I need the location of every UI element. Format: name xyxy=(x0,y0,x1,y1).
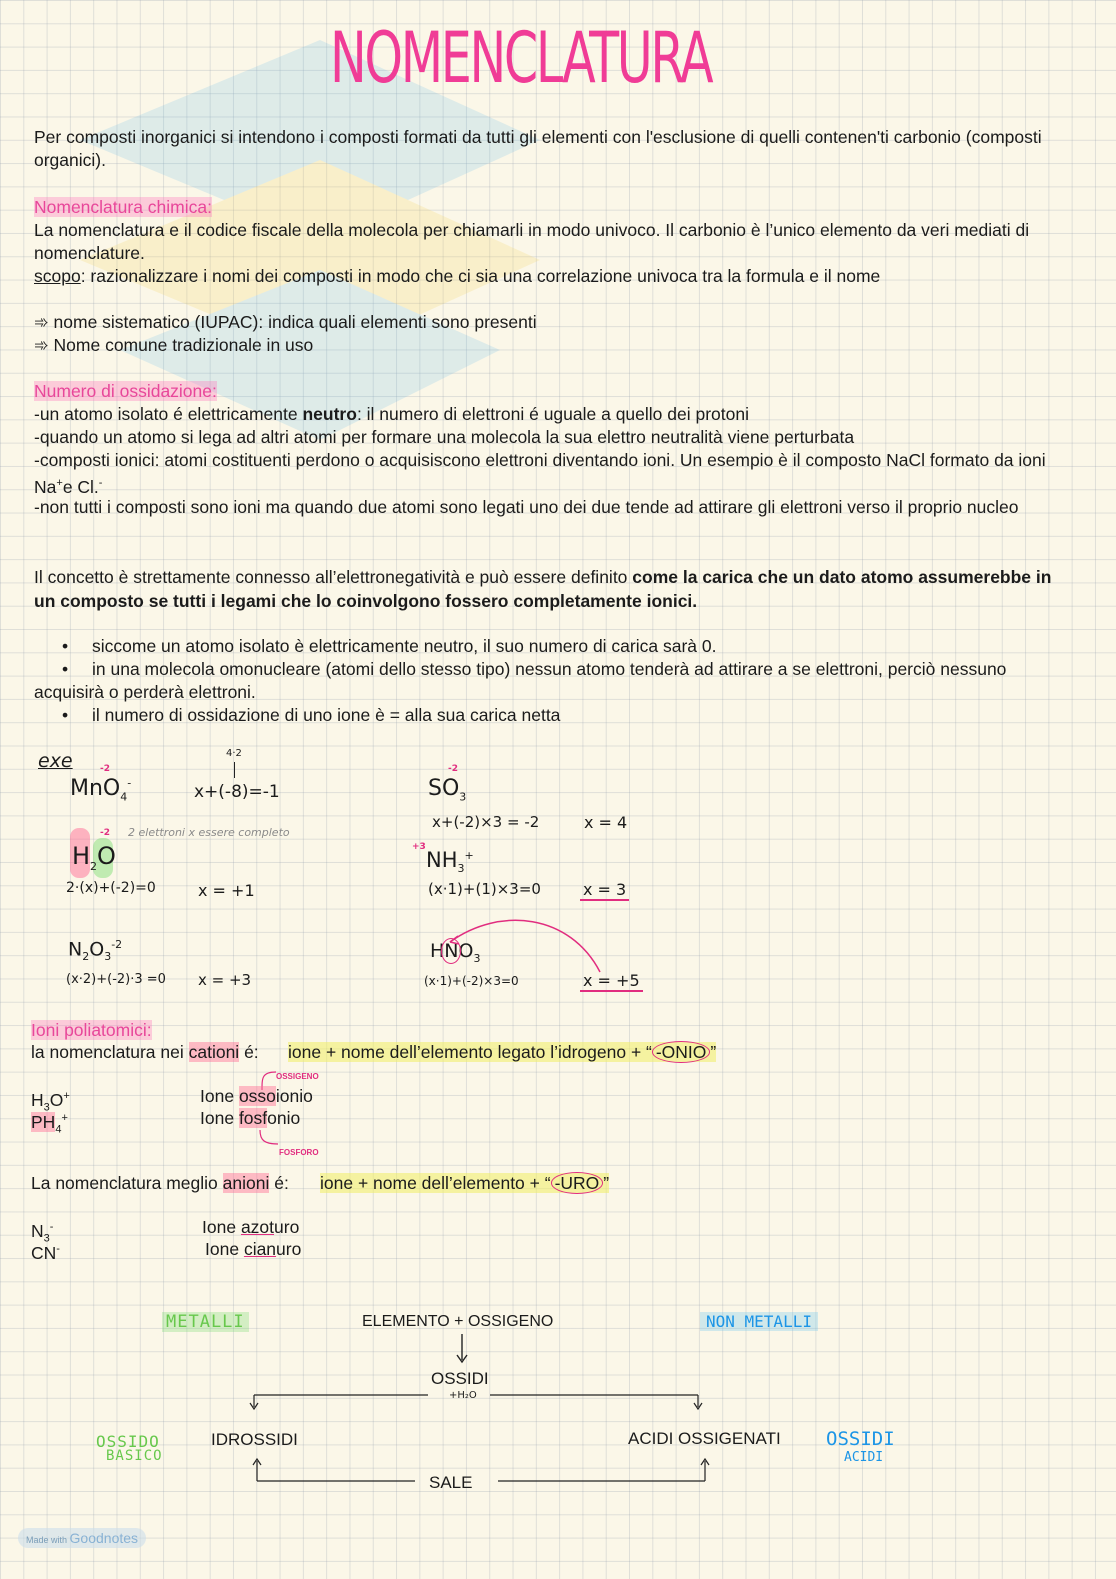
text: ionio xyxy=(275,1086,313,1106)
ox-number: +3 xyxy=(412,842,426,852)
ox-line-1 xyxy=(34,403,749,426)
arrow-item-common: ➾ Nome comune tradizionale in uso xyxy=(34,335,314,355)
sub: 3 xyxy=(459,790,467,804)
anioni-word: anioni xyxy=(222,1173,270,1193)
sub: 4 xyxy=(55,1123,62,1136)
sub: 2 xyxy=(90,859,98,873)
arrow-down-ossidi xyxy=(455,1334,469,1364)
symbol: SO xyxy=(428,776,460,801)
ione-cianuro xyxy=(205,1238,301,1261)
label-ossido: OSSIDO xyxy=(96,1432,160,1451)
ox-line-2: -quando un atomo si lega ad altri atomi per formare una molecola la sua elettro neutralità viene perturbata xyxy=(34,427,855,447)
sup: - xyxy=(127,776,132,790)
symbol: CN xyxy=(31,1242,57,1263)
text: uro xyxy=(274,1217,300,1237)
ox-number: -2 xyxy=(448,764,458,774)
cationi-line xyxy=(31,1041,259,1064)
h2o-note: +H₂O xyxy=(449,1390,477,1401)
text: Ione xyxy=(200,1086,239,1106)
sub: 2 xyxy=(82,950,90,964)
bold-definition: come la carica che un dato atomo assumerebbe in un composto se tutti i legami che lo coinvolgono fossero completamente ionici. xyxy=(34,567,1052,611)
text: Ione xyxy=(205,1239,244,1259)
text: in una molecola omonucleare (atomi dello stesso tipo) nessun atomo tenderà ad attirare a se elettroni, perciò nessuno acquisirà o perderà elettroni. xyxy=(34,659,1007,702)
text: é: xyxy=(239,1042,259,1062)
text: OSSIGENO xyxy=(276,1072,319,1081)
cationi-word: cationi xyxy=(188,1042,240,1062)
text: é: xyxy=(269,1173,289,1193)
section-heading-nomenclatura xyxy=(34,196,212,219)
symbol: O xyxy=(49,1089,64,1110)
mno4-up-arrow xyxy=(234,762,235,778)
sup: -2 xyxy=(111,938,123,951)
symbol: N xyxy=(68,938,83,961)
sec1-paragraph: La nomenclatura e il codice fiscale della molecola per chiamarli in modo univoco. Il carbonio è l’unico elemento da veri mediati di nomenclature. xyxy=(34,220,1030,263)
made-with-badge xyxy=(18,1528,146,1548)
text: ” xyxy=(710,1042,717,1062)
scope-line xyxy=(34,265,880,288)
brand-text: Goodnotes xyxy=(69,1530,139,1546)
bullet-2 xyxy=(34,658,1074,704)
branch-arrows xyxy=(240,1385,720,1415)
text: il numero di ossidazione di uno ione è = alla sua carica netta xyxy=(92,705,561,725)
made-with-text: Made with xyxy=(26,1535,68,1545)
heading-text: Numero di ossidazione: xyxy=(34,381,217,401)
bold-neutro: neutro xyxy=(302,404,357,424)
scope-label: scopo xyxy=(34,266,81,286)
sup: + xyxy=(56,477,63,489)
symbol: HNO xyxy=(430,940,474,962)
root: fosf xyxy=(238,1108,268,1128)
uro-suffix: -URO xyxy=(551,1172,604,1194)
intro-paragraph: Per composti inorganici si intendono i composti formati da tutti gli elementi con l'esclusione di quelli contenen'ti carbonio (composti organici). xyxy=(34,127,1042,170)
so3-equation: x+(-2)×3 = -2 xyxy=(432,813,540,831)
formula-nh3 xyxy=(412,842,474,876)
ox-line-3 xyxy=(34,449,1084,499)
root: osso xyxy=(238,1086,276,1106)
text: ione + nome dell’elemento + “ xyxy=(320,1173,551,1193)
bullet-1 xyxy=(62,635,716,658)
symbol: O xyxy=(97,842,116,870)
label-basico: BASICO xyxy=(106,1448,163,1464)
text: e Cl. xyxy=(62,476,99,497)
text: Il concetto è strettamente connesso all’elettronegatività e può essere definito xyxy=(34,567,633,587)
symbol: H xyxy=(72,842,91,870)
symbol: H xyxy=(31,1089,44,1110)
text: onio xyxy=(267,1108,301,1128)
heading-text: Nomenclatura chimica: xyxy=(34,197,212,217)
h2o-note: 2 elettroni x essere completo xyxy=(128,826,290,839)
idrossidi-node: IDROSSIDI xyxy=(211,1430,298,1449)
text: -un atomo isolato é elettricamente xyxy=(34,404,303,424)
acidi-ossigenati-node: ACIDI OSSIGENATI xyxy=(628,1429,781,1448)
sup: + xyxy=(464,849,474,862)
ox-number: -2 xyxy=(100,828,110,838)
anioni-rule xyxy=(320,1172,609,1195)
concept-paragraph xyxy=(34,565,1074,613)
sub: 3 xyxy=(457,862,465,876)
formula-h2o xyxy=(72,828,116,873)
anioni-line xyxy=(31,1172,289,1195)
formula-cn xyxy=(31,1238,60,1265)
arrow-item-iupac: ➾ nome sistematico (IUPAC): indica quali elementi sono presenti xyxy=(34,312,537,332)
h2o-equation xyxy=(66,880,156,896)
cationi-rule xyxy=(288,1041,716,1064)
bullet-3 xyxy=(62,704,560,727)
section-heading-ioni xyxy=(31,1019,152,1042)
mno4-top-note: 4·2 xyxy=(226,748,242,759)
text: ” xyxy=(603,1173,610,1193)
sub: 4 xyxy=(120,790,128,804)
sub: 3 xyxy=(43,1101,50,1114)
heading-text: Ioni poliatomici: xyxy=(31,1020,152,1040)
sup: - xyxy=(49,1221,54,1233)
hno3-result: x = +5 xyxy=(580,971,643,992)
symbol: PH xyxy=(31,1111,56,1132)
nh3-equation: (x·1)+(1)×3=0 xyxy=(428,880,541,898)
text: Ione xyxy=(200,1108,239,1128)
text: -composti ionici: atomi costituenti perdono o acquisiscono elettroni diventando ioni. Un esempio è il composto NaCl formato da ioni Na xyxy=(34,450,1046,497)
root: cian xyxy=(243,1239,277,1259)
symbol: O xyxy=(89,938,105,961)
rule-highlight xyxy=(288,1042,716,1062)
sup: - xyxy=(56,1243,60,1255)
h2o-result: x = +1 xyxy=(198,881,255,900)
text: La nomenclatura meglio xyxy=(31,1173,223,1193)
sub: 3 xyxy=(104,950,112,964)
n2o3-result: x = +3 xyxy=(198,971,252,989)
sub: 3 xyxy=(473,951,481,965)
page-title: NOMENCLATURA xyxy=(330,17,712,99)
sup: + xyxy=(61,1112,68,1124)
label-ossidi-acidi-1: OSSIDI xyxy=(826,1428,895,1450)
ione-ossonio xyxy=(200,1085,313,1108)
text: FOSFORO xyxy=(279,1148,319,1157)
rule-highlight xyxy=(320,1173,609,1193)
label-metalli: METALLI xyxy=(162,1312,249,1332)
symbol: NH xyxy=(426,848,458,872)
text: ione + nome dell’elemento legato l’idrogeno + “ xyxy=(288,1042,652,1062)
so3-result: x = 4 xyxy=(584,813,628,832)
label-ossidi-acidi-2: ACIDI xyxy=(844,1450,884,1465)
bullet-dot: • xyxy=(62,705,69,725)
section-heading-ossidazione xyxy=(34,380,217,403)
formula-n2o3 xyxy=(68,938,122,963)
sub: 3 xyxy=(43,1232,50,1245)
sale-arrows xyxy=(240,1455,720,1495)
formula-so3 xyxy=(428,764,467,804)
ossidi-node: OSSIDI xyxy=(431,1369,489,1388)
fosforo-label xyxy=(279,1142,319,1160)
bullet-dot: • xyxy=(62,636,69,656)
scope-text: : razionalizzare i nomi dei composti in modo che ci sia una correlazione univoca tra la formula e il nome xyxy=(80,266,881,286)
ione-azoturo xyxy=(202,1216,299,1239)
text: Ione xyxy=(202,1217,241,1237)
text: 2·(x)+(-2)=0 xyxy=(66,880,156,896)
elemento-ossigeno: ELEMENTO + OSSIGENO xyxy=(362,1313,554,1330)
bullet-dot: • xyxy=(62,659,69,679)
ox-number: -2 xyxy=(100,764,110,774)
sup: + xyxy=(63,1090,70,1102)
formula-mno4 xyxy=(70,764,132,804)
nh3-result: x = 3 xyxy=(580,880,629,901)
symbol: MnO xyxy=(70,776,121,801)
ione-fosfonio xyxy=(200,1107,300,1130)
hno3-equation: (x·1)+(-2)×3=0 xyxy=(424,974,519,988)
text: la nomenclatura nei xyxy=(31,1042,189,1062)
sup: - xyxy=(98,477,103,489)
onio-suffix: -ONIO xyxy=(652,1041,711,1063)
symbol: N xyxy=(31,1220,44,1241)
mno4-equation: x+(-8)=-1 xyxy=(194,782,280,802)
label-non-metalli: NON METALLI xyxy=(700,1312,818,1331)
hno3-curved-arrow xyxy=(440,914,610,976)
text: uro xyxy=(276,1239,302,1259)
ossigeno-label xyxy=(276,1066,319,1084)
n2o3-equation: (x·2)+(-2)·3 =0 xyxy=(66,972,166,987)
root: azot xyxy=(240,1217,275,1237)
ox-line-4: -non tutti i composti sono ioni ma quando due atomi sono legati uno dei due tende ad attirare gli elettroni verso il proprio nucleo xyxy=(34,497,1019,517)
sale-node: SALE xyxy=(429,1473,473,1492)
exe-label: exe xyxy=(38,750,73,772)
text: : il numero di elettroni é uguale a quello dei protoni xyxy=(356,404,749,424)
text: siccome un atomo isolato è elettricamente neutro, il suo numero di carica sarà 0. xyxy=(92,636,717,656)
formula-ph4 xyxy=(31,1107,68,1141)
